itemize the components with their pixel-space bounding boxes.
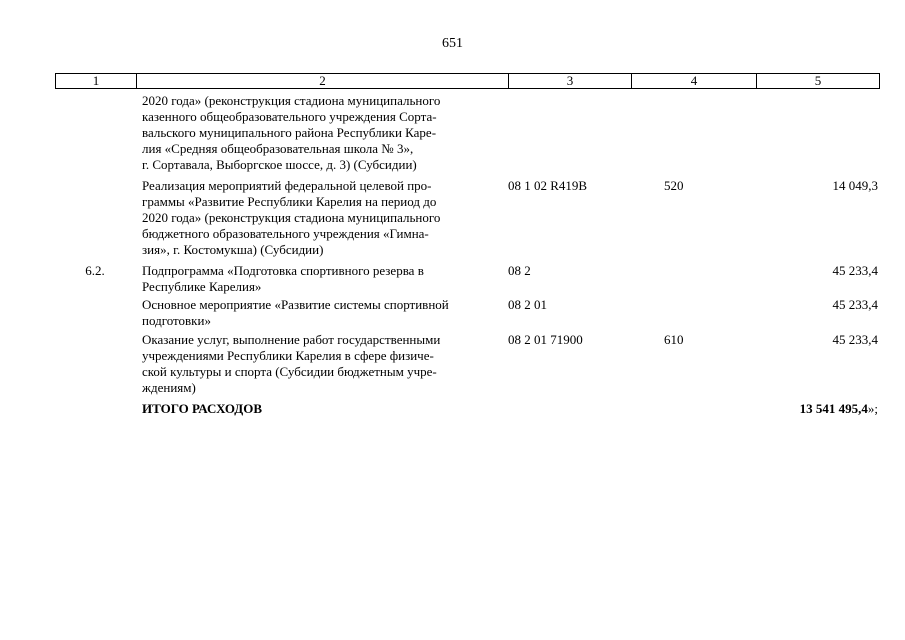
description-line: граммы «Развитие Республики Карелия на период до [142,194,437,209]
description-line: Основное мероприятие «Развитие системы спортивной [142,297,449,312]
expense-type: 520 [664,178,684,193]
budget-code: 08 2 [508,263,531,278]
description-line: вальского муниципального района Республики Каре- [142,125,437,140]
expense-type: 610 [664,332,684,347]
description-line: 2020 года» (реконструкция стадиона муниципального [142,210,441,225]
row-description [142,178,512,258]
budget-code: 08 2 01 71900 [508,332,583,347]
total-label: ИТОГО РАСХОДОВ [142,401,263,416]
row-description [142,263,512,295]
total-amount [800,401,878,417]
description-line: 2020 года» (реконструкция стадиона муниципального [142,93,441,108]
description-line: Реализация мероприятий федеральной целевой про- [142,178,432,193]
description-line: казенного общеобразовательного учреждения Сорта- [142,109,437,124]
total-sum: 13 541 495,4 [799,401,868,416]
description-line: Оказание услуг, выполнение работ государственными [142,332,441,347]
row-description [142,332,512,396]
description-line: зия», г. Костомукша) (Субсидии) [142,242,324,257]
description-line: бюджетного образовательного учреждения «Гимна- [142,226,429,241]
description-line: лия «Средняя общеобразовательная школа № 3», [142,141,414,156]
budget-code: 08 2 01 [508,297,547,312]
amount: 14 049,3 [832,178,878,193]
budget-code: 08 1 02 R419B [508,178,588,193]
column-header-4: 4 [631,74,756,88]
row-number: 6.2. [85,263,105,278]
description-line: подготовки» [142,313,211,328]
row-description [142,297,512,329]
page-number: 651 [442,36,463,51]
total-suffix: »; [867,401,878,416]
amount: 45 233,4 [832,332,878,347]
description-line: Республике Карелия» [142,279,262,294]
description-line: Подпрограмма «Подготовка спортивного резерва в [142,263,424,278]
description-line: ской культуры и спорта (Субсидии бюджетным учре- [142,364,437,379]
table-header [55,73,880,89]
description-line: г. Сортавала, Выборгское шоссе, д. 3) (Субсидии) [142,157,417,172]
column-header-3: 3 [508,74,631,88]
column-header-1: 1 [92,73,100,88]
column-header-5: 5 [756,74,879,88]
description-line: ждениям) [142,380,196,395]
amount: 45 233,4 [832,297,878,312]
amount: 45 233,4 [832,263,878,278]
description-line: учреждениями Республики Карелия в сфере физиче- [142,348,434,363]
row-description [142,93,512,173]
column-header-2: 2 [136,74,508,88]
